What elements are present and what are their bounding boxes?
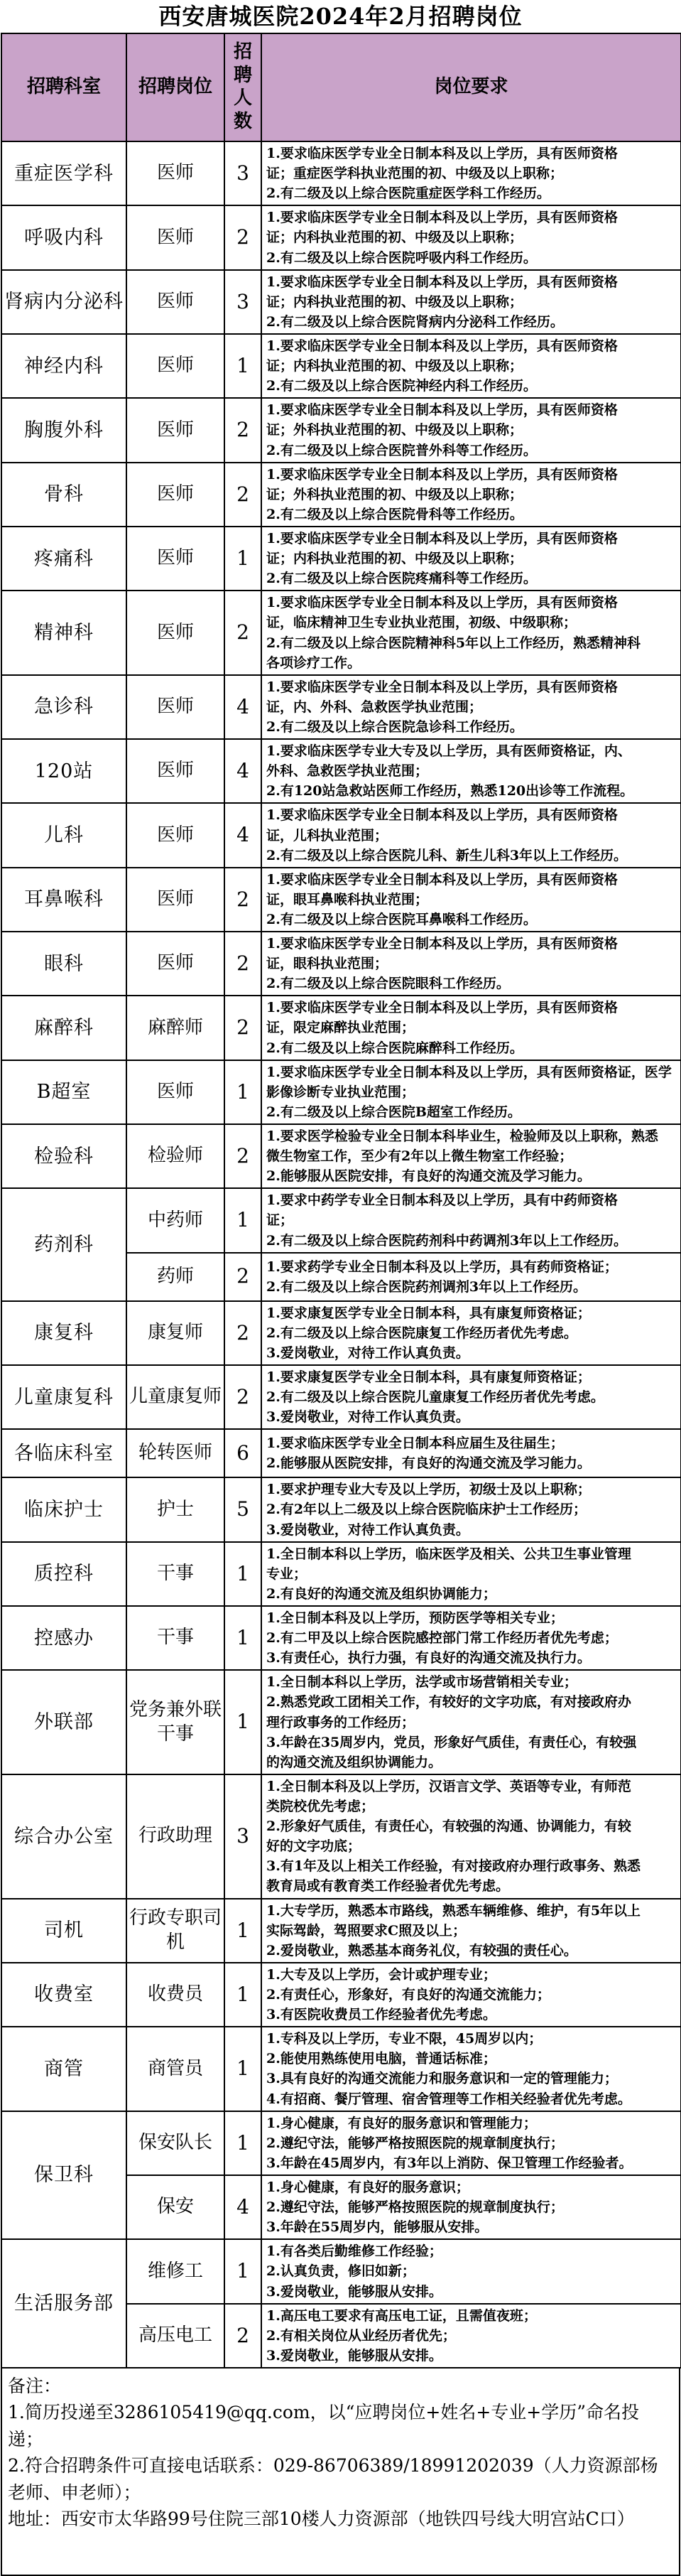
requirements-cell	[261, 1060, 681, 1124]
requirement-line: 1.要求临床医学专业全日制本科及以上学历，具有医师资格	[266, 466, 618, 483]
requirement-line: 的沟通交流及组织协调能力。	[266, 1754, 442, 1770]
requirement-line: 4.有招商、餐厅管理、宿舍管理等工作相关经验者优先考虑。	[266, 2091, 631, 2107]
requirement-line: 2.能够服从医院安排，有良好的沟通交流及学习能力。	[266, 1455, 591, 1472]
requirements-cell	[261, 591, 681, 674]
requirement-line: 2.有二级及以上综合医院精神科5年以上工作经历，熟悉精神科	[266, 635, 641, 651]
dept-cell: 呼吸内科	[1, 205, 126, 269]
requirement-line: 2.有相关岗位从业经历者优先；	[266, 2327, 456, 2344]
table-row	[1, 398, 681, 462]
headcount-cell: 1	[224, 2239, 261, 2303]
requirements-cell	[261, 1365, 681, 1429]
requirement-line: 2.有二级及以上综合医院儿科、新生儿科3年以上工作经历。	[266, 847, 628, 863]
dept-cell: 胸腹外科	[1, 398, 126, 462]
dept-cell: 重症医学科	[1, 141, 126, 205]
headcount-cell: 4	[224, 2175, 261, 2239]
position-cell: 护士	[126, 1477, 224, 1541]
headcount-cell: 4	[224, 739, 261, 803]
requirements-cell	[261, 1606, 681, 1670]
requirements-cell	[261, 1774, 681, 1899]
headcount-cell: 1	[224, 1542, 261, 1606]
requirement-line: 3.年龄在45周岁内，有3年以上消防、保卫管理工作经验者。	[266, 2155, 633, 2171]
requirement-line: 2.有二甲及以上综合医院感控部门常工作经历者优先考虑；	[266, 1630, 618, 1647]
dept-cell: 控感办	[1, 1606, 126, 1670]
requirement-line: 2.能够服从医院安排，有良好的沟通交流及学习能力。	[266, 1168, 591, 1185]
position-cell: 干事	[126, 1606, 224, 1670]
headcount-cell: 4	[224, 803, 261, 867]
headcount-cell: 2	[224, 932, 261, 996]
table-row	[1, 1670, 681, 1774]
requirements-cell	[261, 2027, 681, 2111]
requirement-line: 3.具有良好的沟通交流能力和服务意识和一定的管理能力；	[266, 2071, 618, 2087]
table-row	[1, 1124, 681, 1188]
requirements-cell	[261, 1429, 681, 1477]
table-row	[1, 527, 681, 591]
page-title: 西安唐城医院2024年2月招聘岗位	[158, 3, 523, 30]
requirement-line: 1.全日制本科及以上学历，预防医学等相关专业；	[266, 1610, 564, 1626]
table-row	[1, 1606, 681, 1670]
requirement-line: 理行政事务的工作经历；	[266, 1714, 415, 1730]
requirement-line: 2.有二级及以上综合医院药剂调剂3年以上工作经历。	[266, 1278, 587, 1295]
table-row	[1, 1963, 681, 2027]
dept-cell: 120站	[1, 739, 126, 803]
position-cell: 医师	[126, 463, 224, 527]
headcount-cell: 1	[224, 1899, 261, 1963]
recruitment-table	[1, 33, 681, 2368]
requirement-line: 证；内科执业范围的初、中级及以上职称；	[266, 358, 523, 374]
requirements-cell	[261, 270, 681, 334]
header-pos: 招聘岗位	[126, 33, 224, 141]
position-cell: 儿童康复师	[126, 1365, 224, 1429]
requirement-line: 1.大专及以上学历，会计或护理专业；	[266, 1966, 496, 1983]
notes-section	[1, 2368, 680, 2576]
headcount-cell: 2	[224, 2304, 261, 2368]
table-row	[1, 1365, 681, 1429]
requirement-line: 2.有二级及以上综合医院呼吸内科工作经历。	[266, 249, 537, 266]
requirement-line: 2.有二级及以上综合医院药剂科中药调剂3年以上工作经历。	[266, 1232, 628, 1249]
header-req: 岗位要求	[261, 33, 681, 141]
requirements-cell	[261, 1542, 681, 1606]
requirement-line: 3.爱岗敬业，对待工作认真负责。	[266, 1409, 469, 1426]
headcount-cell: 2	[224, 1253, 261, 1301]
position-cell: 医师	[126, 270, 224, 334]
table-row	[1, 1429, 681, 1477]
requirement-line: 3.爱岗敬业，能够服从安排。	[266, 2283, 442, 2300]
requirement-line: 1.专科及以上学历，专业不限，45周岁以内；	[266, 2031, 543, 2047]
requirements-cell	[261, 334, 681, 398]
requirements-cell	[261, 1188, 681, 1252]
position-cell: 党务兼外联干事	[126, 1670, 224, 1774]
headcount-cell: 3	[224, 141, 261, 205]
position-cell: 干事	[126, 1542, 224, 1606]
requirements-cell	[261, 868, 681, 932]
requirement-line: 2.有二级及以上综合医院儿童康复工作经历者优先考虑。	[266, 1389, 604, 1406]
table-row	[1, 591, 681, 674]
position-cell: 医师	[126, 205, 224, 269]
requirement-line: 证；	[266, 1212, 294, 1229]
dept-cell: 精神科	[1, 591, 126, 674]
table-row	[1, 141, 681, 205]
requirement-line: 2.认真负责，修旧如新；	[266, 2263, 415, 2280]
requirements-cell	[261, 1899, 681, 1963]
table-row	[1, 1477, 681, 1541]
table-row	[1, 1301, 681, 1365]
requirement-line: 2.爱岗敬业，熟悉基本商务礼仪，有较强的责任心。	[266, 1942, 577, 1958]
position-cell: 医师	[126, 1060, 224, 1124]
table-row	[1, 996, 681, 1060]
dept-cell: B超室	[1, 1060, 126, 1124]
requirement-line: 1.身心健康，有良好的服务意识和管理能力；	[266, 2115, 537, 2131]
header-num-text: 招聘人数	[233, 41, 252, 132]
requirements-cell	[261, 1301, 681, 1365]
table-row	[1, 932, 681, 996]
requirement-line: 2.有良好的沟通交流及组织协调能力；	[266, 1585, 496, 1602]
requirement-line: 2.有120站急救站医师工作经历，熟悉120出诊等工作流程。	[266, 783, 634, 799]
dept-cell: 各临床科室	[1, 1429, 126, 1477]
requirement-line: 1.大专学历，熟悉本市路线，熟悉车辆维修、维护，有5年以上	[266, 1902, 641, 1919]
requirements-cell	[261, 1963, 681, 2027]
requirement-line: 各项诊疗工作。	[266, 654, 361, 671]
note-line: 地址：西安市太华路99号住院三部10楼人力资源部（地铁四号线大明宫站C口）	[8, 2508, 635, 2530]
notes-heading: 备注：	[8, 2375, 62, 2396]
requirement-line: 2.有二级及以上综合医院耳鼻喉科工作经历。	[266, 911, 537, 927]
position-cell: 康复师	[126, 1301, 224, 1365]
requirement-line: 2.有二级及以上综合医院麻醉科工作经历。	[266, 1040, 523, 1056]
requirement-line: 2.有二级及以上综合医院眼科工作经历。	[266, 976, 510, 992]
dept-cell: 麻醉科	[1, 996, 126, 1060]
headcount-cell: 2	[224, 205, 261, 269]
table-row	[1, 1774, 681, 1899]
dept-cell: 临床护士	[1, 1477, 126, 1541]
dept-cell: 康复科	[1, 1301, 126, 1365]
requirements-cell	[261, 2239, 681, 2303]
table-row	[1, 1542, 681, 1606]
headcount-cell: 3	[224, 1774, 261, 1899]
headcount-cell: 2	[224, 1301, 261, 1365]
requirement-line: 2.有二级及以上综合医院神经内科工作经历。	[266, 378, 537, 394]
requirement-line: 证；外科执业范围的初、中级及以上职称；	[266, 422, 523, 438]
headcount-cell: 1	[224, 1670, 261, 1774]
headcount-cell: 2	[224, 463, 261, 527]
requirement-line: 1.要求中药学专业全日制本科及以上学历，具有中药师资格	[266, 1192, 618, 1209]
table-row	[1, 1060, 681, 1124]
requirement-line: 1.全日制本科及以上学历，汉语言文学、英语等专业，有师范	[266, 1778, 631, 1794]
requirement-line: 2.能使用熟练使用电脑，普通话标准；	[266, 2051, 496, 2067]
requirement-line: 1.要求临床医学专业全日制本科及以上学历，具有医师资格	[266, 530, 618, 546]
headcount-cell: 1	[224, 2111, 261, 2175]
requirement-line: 2.有二级及以上综合医院疼痛科等工作经历。	[266, 571, 537, 587]
requirement-line: 3.有1年及以上相关工作经验，有对接政府办理行政事务、熟悉	[266, 1858, 641, 1875]
table-row	[1, 334, 681, 398]
table-row	[1, 270, 681, 334]
requirement-line: 1.要求临床医学专业全日制本科及以上学历，具有医师资格	[266, 807, 618, 824]
headcount-cell: 2	[224, 996, 261, 1060]
position-cell: 医师	[126, 527, 224, 591]
position-cell: 医师	[126, 932, 224, 996]
table-row	[1, 739, 681, 803]
requirement-line: 1.身心健康，有良好的服务意识；	[266, 2179, 469, 2195]
headcount-cell: 1	[224, 1606, 261, 1670]
requirement-line: 1.要求临床医学专业全日制本科及以上学历，具有医师资格	[266, 210, 618, 226]
table-row	[1, 1899, 681, 1963]
requirement-line: 证，眼耳鼻喉科执业范围；	[266, 891, 429, 907]
headcount-cell: 1	[224, 334, 261, 398]
table-row	[1, 463, 681, 527]
requirement-line: 类院校优先考虑；	[266, 1798, 375, 1814]
requirement-line: 2.有二级及以上综合医院急诊科工作经历。	[266, 718, 523, 735]
headcount-cell: 5	[224, 1477, 261, 1541]
requirement-line: 证；外科执业范围的初、中级及以上职称；	[266, 486, 523, 502]
position-cell: 检验师	[126, 1124, 224, 1188]
dept-cell: 神经内科	[1, 334, 126, 398]
headcount-cell: 3	[224, 270, 261, 334]
requirement-line: 微生物室工作，至少有2年以上微生物室工作经验；	[266, 1148, 573, 1165]
requirement-line: 证，限定麻醉执业范围；	[266, 1020, 415, 1036]
requirement-line: 1.要求临床医学专业全日制本科及以上学历，具有医师资格	[266, 871, 618, 888]
requirements-cell	[261, 996, 681, 1060]
requirements-cell	[261, 527, 681, 591]
requirements-cell	[261, 1124, 681, 1188]
requirements-cell	[261, 1670, 681, 1774]
requirement-line: 3.年龄在55周岁内，能够服从安排。	[266, 2219, 489, 2236]
headcount-cell: 2	[224, 868, 261, 932]
requirement-line: 好的文字功底；	[266, 1838, 361, 1855]
dept-cell: 疼痛科	[1, 527, 126, 591]
position-cell: 维修工	[126, 2239, 224, 2303]
header-num	[224, 33, 261, 141]
dept-cell: 儿科	[1, 803, 126, 867]
requirement-line: 1.全日制本科以上学历，法学或市场营销相关专业；	[266, 1674, 577, 1691]
requirements-cell	[261, 463, 681, 527]
requirement-line: 1.要求临床医学专业全日制本科及以上学历，具有医师资格	[266, 338, 618, 354]
position-cell: 行政专职司机	[126, 1899, 224, 1963]
dept-cell: 肾病内分泌科	[1, 270, 126, 334]
requirement-line: 1.要求医学检验专业全日制本科毕业生，检验师及以上职称，熟悉	[266, 1128, 658, 1145]
requirement-line: 1.要求临床医学专业全日制本科及以上学历，具有医师资格	[266, 936, 618, 952]
requirement-line: 影像诊断专业执业范围；	[266, 1084, 415, 1100]
position-cell: 医师	[126, 334, 224, 398]
position-cell: 医师	[126, 739, 224, 803]
dept-cell: 药剂科	[1, 1188, 126, 1300]
requirement-line: 证；内科执业范围的初、中级及以上职称；	[266, 230, 523, 246]
requirement-line: 2.遵纪守法，能够严格按照医院的规章制度执行；	[266, 2199, 564, 2216]
requirement-line: 证，眼科执业范围；	[266, 956, 388, 972]
requirement-line: 1.要求康复医学专业全日制本科，具有康复师资格证；	[266, 1369, 591, 1386]
position-cell: 医师	[126, 141, 224, 205]
requirements-cell	[261, 1253, 681, 1301]
requirement-line: 2.有责任心，形象好，有良好的沟通交流能力；	[266, 1986, 550, 2003]
requirements-cell	[261, 2111, 681, 2175]
requirements-cell	[261, 398, 681, 462]
requirement-line: 1.要求康复医学专业全日制本科，具有康复师资格证；	[266, 1305, 591, 1321]
requirement-line: 1.有各类后勤维修工作经验；	[266, 2243, 442, 2260]
requirement-line: 1.要求临床医学专业全日制本科及以上学历，具有医师资格	[266, 595, 618, 611]
requirement-line: 3.年龄在35周岁内，党员，形象好气质佳，有责任心，有较强	[266, 1734, 637, 1750]
headcount-cell: 1	[224, 1060, 261, 1124]
position-cell: 高压电工	[126, 2304, 224, 2368]
dept-cell: 外联部	[1, 1670, 126, 1774]
headcount-cell: 2	[224, 1124, 261, 1188]
headcount-cell: 1	[224, 1963, 261, 2027]
dept-cell: 保卫科	[1, 2111, 126, 2240]
dept-cell: 收费室	[1, 1963, 126, 2027]
position-cell: 医师	[126, 868, 224, 932]
requirement-line: 2.有2年以上二级及以上综合医院临床护士工作经历；	[266, 1502, 587, 1518]
requirement-line: 3.有医院收费员工作经验者优先考虑。	[266, 2007, 496, 2023]
requirements-cell	[261, 675, 681, 739]
requirement-line: 3.爱岗敬业，能够服从安排。	[266, 2347, 442, 2364]
requirement-line: 证；内科执业范围的初、中级及以上职称；	[266, 551, 523, 567]
table-row	[1, 205, 681, 269]
dept-cell: 检验科	[1, 1124, 126, 1188]
requirement-line: 1.要求临床医学专业大专及以上学历，具有医师资格证，内、	[266, 743, 631, 760]
requirements-cell	[261, 803, 681, 867]
headcount-cell: 1	[224, 2027, 261, 2111]
table-row	[1, 1188, 681, 1252]
requirement-line: 证，内、外科、急救医学执业范围；	[266, 699, 483, 715]
headcount-cell: 2	[224, 1365, 261, 1429]
position-cell: 麻醉师	[126, 996, 224, 1060]
table-row	[1, 2111, 681, 2175]
requirement-line: 1.要求临床医学专业全日制本科及以上学历，具有医师资格	[266, 1000, 618, 1016]
dept-cell: 骨科	[1, 463, 126, 527]
requirement-line: 2.有二级及以上综合医院肾病内分泌科工作经历。	[266, 313, 564, 330]
position-cell: 轮转医师	[126, 1429, 224, 1477]
requirements-cell	[261, 205, 681, 269]
position-cell: 药师	[126, 1253, 224, 1301]
requirement-line: 2.有二级及以上综合医院普外科等工作经历。	[266, 442, 537, 458]
requirement-line: 1.要求护理专业大专及以上学历，初级士及以上职称；	[266, 1482, 591, 1498]
requirement-line: 1.全日制本科以上学历，临床医学及相关、公共卫生事业管理	[266, 1546, 631, 1562]
requirement-line: 1.要求临床医学专业全日制本科及以上学历，具有医师资格	[266, 679, 618, 695]
requirement-line: 2.有二级及以上综合医院B超室工作经历。	[266, 1104, 521, 1120]
requirement-line: 外科、急救医学执业范围；	[266, 763, 429, 780]
table-row	[1, 675, 681, 739]
requirement-line: 2.遵纪守法，能够严格按照医院的规章制度执行；	[266, 2135, 564, 2151]
requirement-line: 证，儿科执业范围；	[266, 827, 388, 844]
position-cell: 收费员	[126, 1963, 224, 2027]
requirement-line: 1.要求药学专业全日制本科及以上学历，具有药师资格证；	[266, 1259, 618, 1275]
requirement-line: 专业；	[266, 1565, 307, 1582]
dept-cell: 耳鼻喉科	[1, 868, 126, 932]
table-row	[1, 868, 681, 932]
requirement-line: 2.形象好气质佳，有责任心，有较强的沟通、协调能力，有较	[266, 1818, 631, 1835]
requirement-line: 1.高压电工要求有高压电工证，且需值夜班；	[266, 2307, 537, 2324]
table-row	[1, 2027, 681, 2111]
headcount-cell: 1	[224, 1188, 261, 1252]
requirement-line: 实际驾龄，驾照要求C照及以上；	[266, 1922, 467, 1939]
position-cell: 医师	[126, 398, 224, 462]
requirement-line: 证，临床精神卫生专业执业范围，初级、中级职称；	[266, 615, 577, 631]
dept-cell: 眼科	[1, 932, 126, 996]
dept-cell: 质控科	[1, 1542, 126, 1606]
requirement-line: 证；重症医学科执业范围的初、中级及以上职称；	[266, 166, 564, 182]
position-cell: 医师	[126, 591, 224, 674]
position-cell: 行政助理	[126, 1774, 224, 1899]
requirements-cell	[261, 2304, 681, 2368]
table-row	[1, 803, 681, 867]
dept-cell: 商管	[1, 2027, 126, 2111]
requirement-line: 2.有二级及以上综合医院重症医学科工作经历。	[266, 185, 550, 202]
requirement-line: 1.要求临床医学专业全日制本科及以上学历，具有医师资格	[266, 146, 618, 161]
dept-cell: 急诊科	[1, 675, 126, 739]
table-row	[1, 2239, 681, 2303]
requirements-cell	[261, 739, 681, 803]
requirements-cell	[261, 932, 681, 996]
dept-cell: 儿童康复科	[1, 1365, 126, 1429]
position-cell: 医师	[126, 803, 224, 867]
header-dept: 招聘科室	[1, 33, 126, 141]
headcount-cell: 2	[224, 591, 261, 674]
requirement-line: 3.有责任心，执行力强，有良好的沟通交流及执行力。	[266, 1650, 591, 1666]
requirement-line: 2.熟悉党政工团相关工作，有较好的文字功底，有对接政府办	[266, 1694, 631, 1710]
position-cell: 保安	[126, 2175, 224, 2239]
headcount-cell: 2	[224, 398, 261, 462]
requirement-line: 2.有二级及以上综合医院骨科等工作经历。	[266, 506, 523, 522]
position-cell: 中药师	[126, 1188, 224, 1252]
dept-cell: 综合办公室	[1, 1774, 126, 1899]
requirement-line: 证；内科执业范围的初、中级及以上职称；	[266, 293, 523, 310]
dept-cell: 生活服务部	[1, 2239, 126, 2368]
position-cell: 医师	[126, 675, 224, 739]
requirement-line: 1.要求临床医学专业全日制本科应届生及往届生；	[266, 1435, 564, 1452]
requirements-cell	[261, 141, 681, 205]
requirement-line: 教育局或有教育类工作经验者优先考虑。	[266, 1878, 510, 1895]
position-cell: 保安队长	[126, 2111, 224, 2175]
note-line: 1.简历投递至3286105419@qq.com，以“应聘岗位+姓名+专业+学历”命名投递；	[8, 2402, 640, 2450]
requirements-cell	[261, 1477, 681, 1541]
note-line: 2.符合招聘条件可直接电话联系：029-86706389/18991202039（人力资源部杨老师、申老师）；	[8, 2455, 658, 2503]
position-cell: 商管员	[126, 2027, 224, 2111]
table-body	[1, 141, 681, 2368]
headcount-cell: 1	[224, 527, 261, 591]
table-header-row	[1, 33, 681, 141]
headcount-cell: 4	[224, 675, 261, 739]
requirement-line: 3.爱岗敬业，对待工作认真负责。	[266, 1344, 469, 1361]
requirements-cell	[261, 2175, 681, 2239]
requirement-line: 1.要求临床医学专业全日制本科及以上学历，具有医师资格	[266, 274, 618, 290]
requirement-line: 1.要求临床医学专业全日制本科及以上学历，具有医师资格证，医学	[266, 1064, 672, 1080]
requirement-line: 3.爱岗敬业，对待工作认真负责。	[266, 1521, 469, 1538]
requirement-line: 1.要求临床医学专业全日制本科及以上学历，具有医师资格	[266, 402, 618, 419]
dept-cell: 司机	[1, 1899, 126, 1963]
requirement-line: 2.有二级及以上综合医院康复工作经历者优先考虑。	[266, 1325, 577, 1341]
headcount-cell: 6	[224, 1429, 261, 1477]
